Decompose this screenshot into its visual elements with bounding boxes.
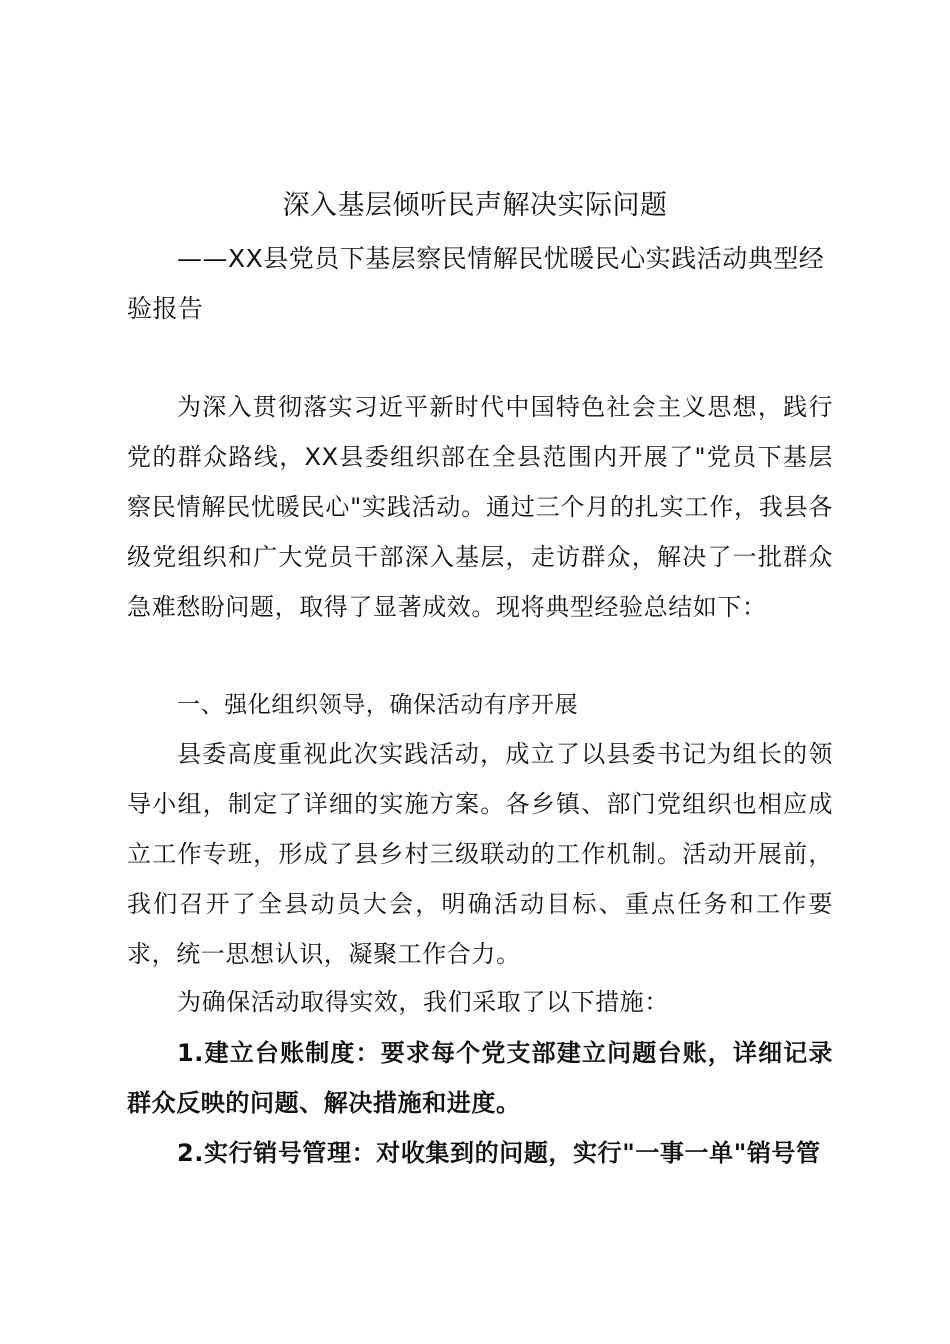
document-title: 深入基层倾听民声解决实际问题 — [282, 190, 668, 221]
intro-paragraph: 为深入贯彻落实习近平新时代中国特色社会主义思想，践行党的群众路线，XX县委组织部在全县范围内开展了"党员下基层察民情解民忧暖民心"实践活动。通过三个月的扎实工作，我县各级党组织和广大党员干部深入基层，走访群众，解决了一批群众急难愁盼问题，取得了显著成效。现将典型经验总结如下： — [127, 393, 833, 621]
measures-intro-paragraph: 为确保活动取得实效，我们采取了以下措施： — [177, 988, 669, 1016]
measure-item-1: 1.建立台账制度：要求每个党支部建立问题台账，详细记录群众反映的问题、解决措施和进度。 — [127, 1039, 833, 1117]
document-subtitle: ——XX县党员下基层察民情解民忧暖民心实践活动典型经验报告 — [127, 244, 825, 323]
measure-item-2: 2.实行销号管理：对收集到的问题，实行"一事一单"销号管 — [177, 1139, 821, 1167]
section-heading-1: 一、强化组织领导，确保活动有序开展 — [177, 692, 579, 718]
section-1-paragraph: 县委高度重视此次实践活动，成立了以县委书记为组长的领导小组，制定了详细的实施方案。各乡镇、部门党组织也相应成立工作专班，形成了县乡村三级联动的工作机制。活动开展前，我们召开了全县动员大会，明确活动目标、重点任务和工作要求，统一思想认识，凝聚工作合力。 — [127, 740, 833, 968]
